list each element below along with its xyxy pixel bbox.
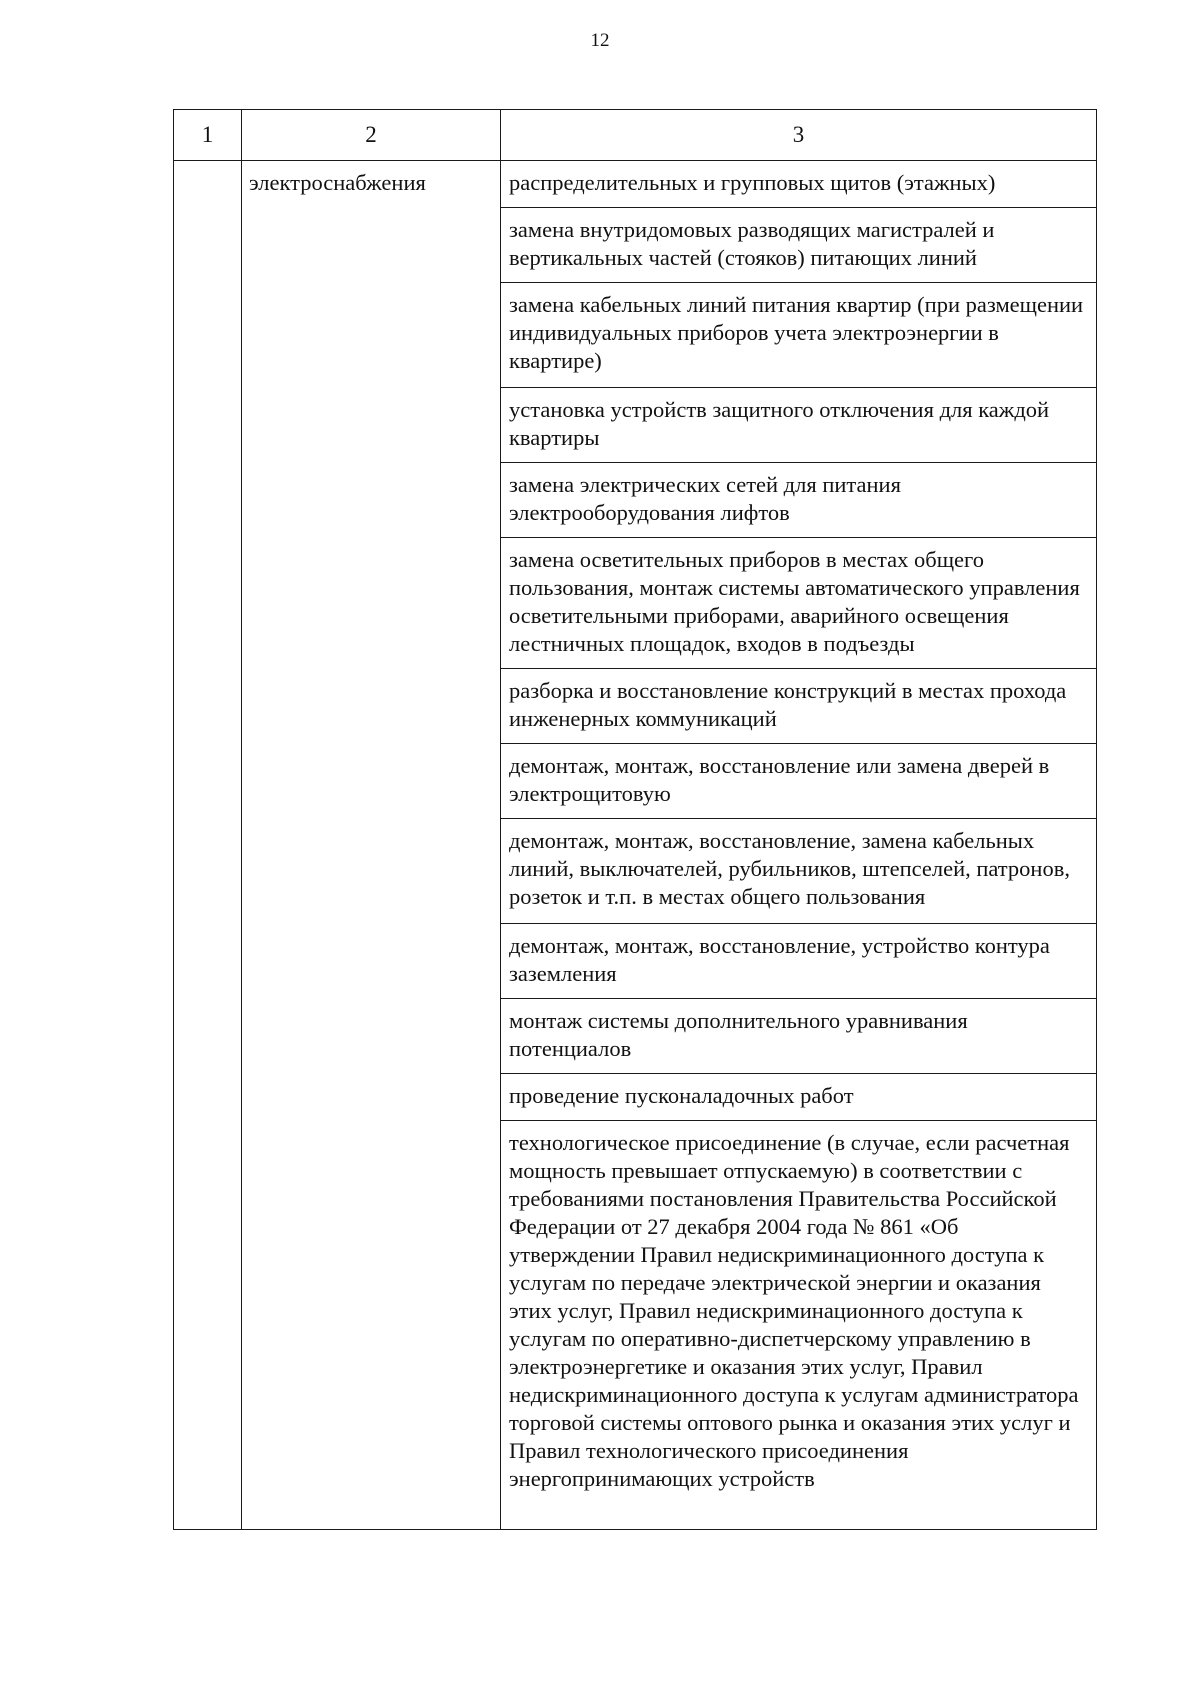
work-item-cell: распределительных и групповых щитов (этажных) (501, 161, 1097, 208)
works-table (173, 109, 1097, 1530)
work-item-cell: замена внутридомовых разводящих магистралей и вертикальных частей (стояков) питающих линий (501, 208, 1097, 283)
work-item-cell: демонтаж, монтаж, восстановление, замена кабельных линий, выключателей, рубильников, штепселей, патронов, розеток и т.п. в местах общего пользования (501, 819, 1097, 924)
category-cell: электроснабжения (242, 161, 501, 1530)
column-header-2: 2 (242, 110, 501, 161)
column-header-3: 3 (501, 110, 1097, 161)
work-item-cell: монтаж системы дополнительного уравнивания потенциалов (501, 999, 1097, 1074)
work-item-cell: разборка и восстановление конструкций в местах прохода инженерных коммуникаций (501, 669, 1097, 744)
table-row (174, 161, 1097, 208)
work-item-cell: установка устройств защитного отключения для каждой квартиры (501, 388, 1097, 463)
column-header-1: 1 (174, 110, 242, 161)
work-item-cell: демонтаж, монтаж, восстановление или замена дверей в электрощитовую (501, 744, 1097, 819)
work-item-cell: замена кабельных линий питания квартир (при размещении индивидуальных приборов учета электроэнергии в квартире) (501, 283, 1097, 388)
work-item-cell: демонтаж, монтаж, восстановление, устройство контура заземления (501, 924, 1097, 999)
number-cell (174, 161, 242, 1530)
work-item-cell: замена осветительных приборов в местах общего пользования, монтаж системы автоматического управления осветительными приборами, аварийного освещения лестничных площадок, входов в подъезды (501, 538, 1097, 669)
work-item-cell: технологическое присоединение (в случае, если расчетная мощность превышает отпускаемую) в соответствии с требованиями постановления Правительства Российской Федерации от 27 декабря 2004 года № 861 «Об утверждении Правил недискриминационного доступа к услугам по передаче электрической энергии и оказания этих услуг, Правил недискриминационного доступа к услугам по оперативно-диспетчерскому управлению в электроэнергетике и оказания этих услуг, Правил недискриминационного доступа к услугам администратора торговой системы оптового рынка и оказания этих услуг и Правил технологического присоединения энергопринимающих устройств (501, 1121, 1097, 1530)
table-header-row (174, 110, 1097, 161)
page-number: 12 (590, 30, 610, 51)
work-item-cell: замена электрических сетей для питания электрооборудования лифтов (501, 463, 1097, 538)
work-item-cell: проведение пусконаладочных работ (501, 1074, 1097, 1121)
